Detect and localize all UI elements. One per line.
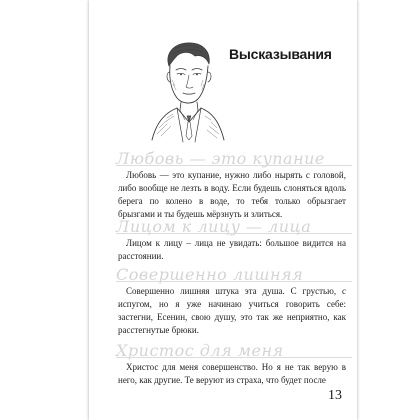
- decorative-script-heading: Христос для меня: [116, 342, 352, 360]
- decorative-script-heading: Любовь — это купание: [116, 150, 352, 168]
- decorative-script-heading: Лицом к лицу — лица: [116, 218, 352, 236]
- quote-text: Христос для меня совершенство. Но я не так верую в него, как другие. Те веруют из страха, что будет после: [118, 362, 346, 385]
- page-heading: Высказывания: [229, 46, 332, 62]
- portrait-illustration: [147, 36, 229, 144]
- quote-section-love: [116, 150, 352, 221]
- quote-section-face: [116, 218, 352, 263]
- quote-text: Совершенно лишняя штука эта душа. С грустью, с испугом, но я уже начинаю учиться говорить себе: застегни, Есенин, свою душу, это так же неприятно, как расстегнутые брюки.: [118, 286, 346, 335]
- page-number: 13: [328, 388, 342, 403]
- book-page: [89, 0, 357, 420]
- decorative-script-heading: Совершенно лишняя: [116, 266, 352, 284]
- quote-text: Любовь — это купание, нужно либо нырять с головой, либо вообще не лезть в воду. Если будешь слоняться вдоль берега по колено в воде, то тебя только обрызгает брызгами и ты будешь мёрзнуть и злиться.: [118, 170, 346, 219]
- quote-text: Лицом к лицу – лица не увидать: большое видится на расстоянии.: [118, 238, 346, 261]
- quote-section-soul: [116, 266, 352, 337]
- quote-section-christ: [116, 342, 352, 387]
